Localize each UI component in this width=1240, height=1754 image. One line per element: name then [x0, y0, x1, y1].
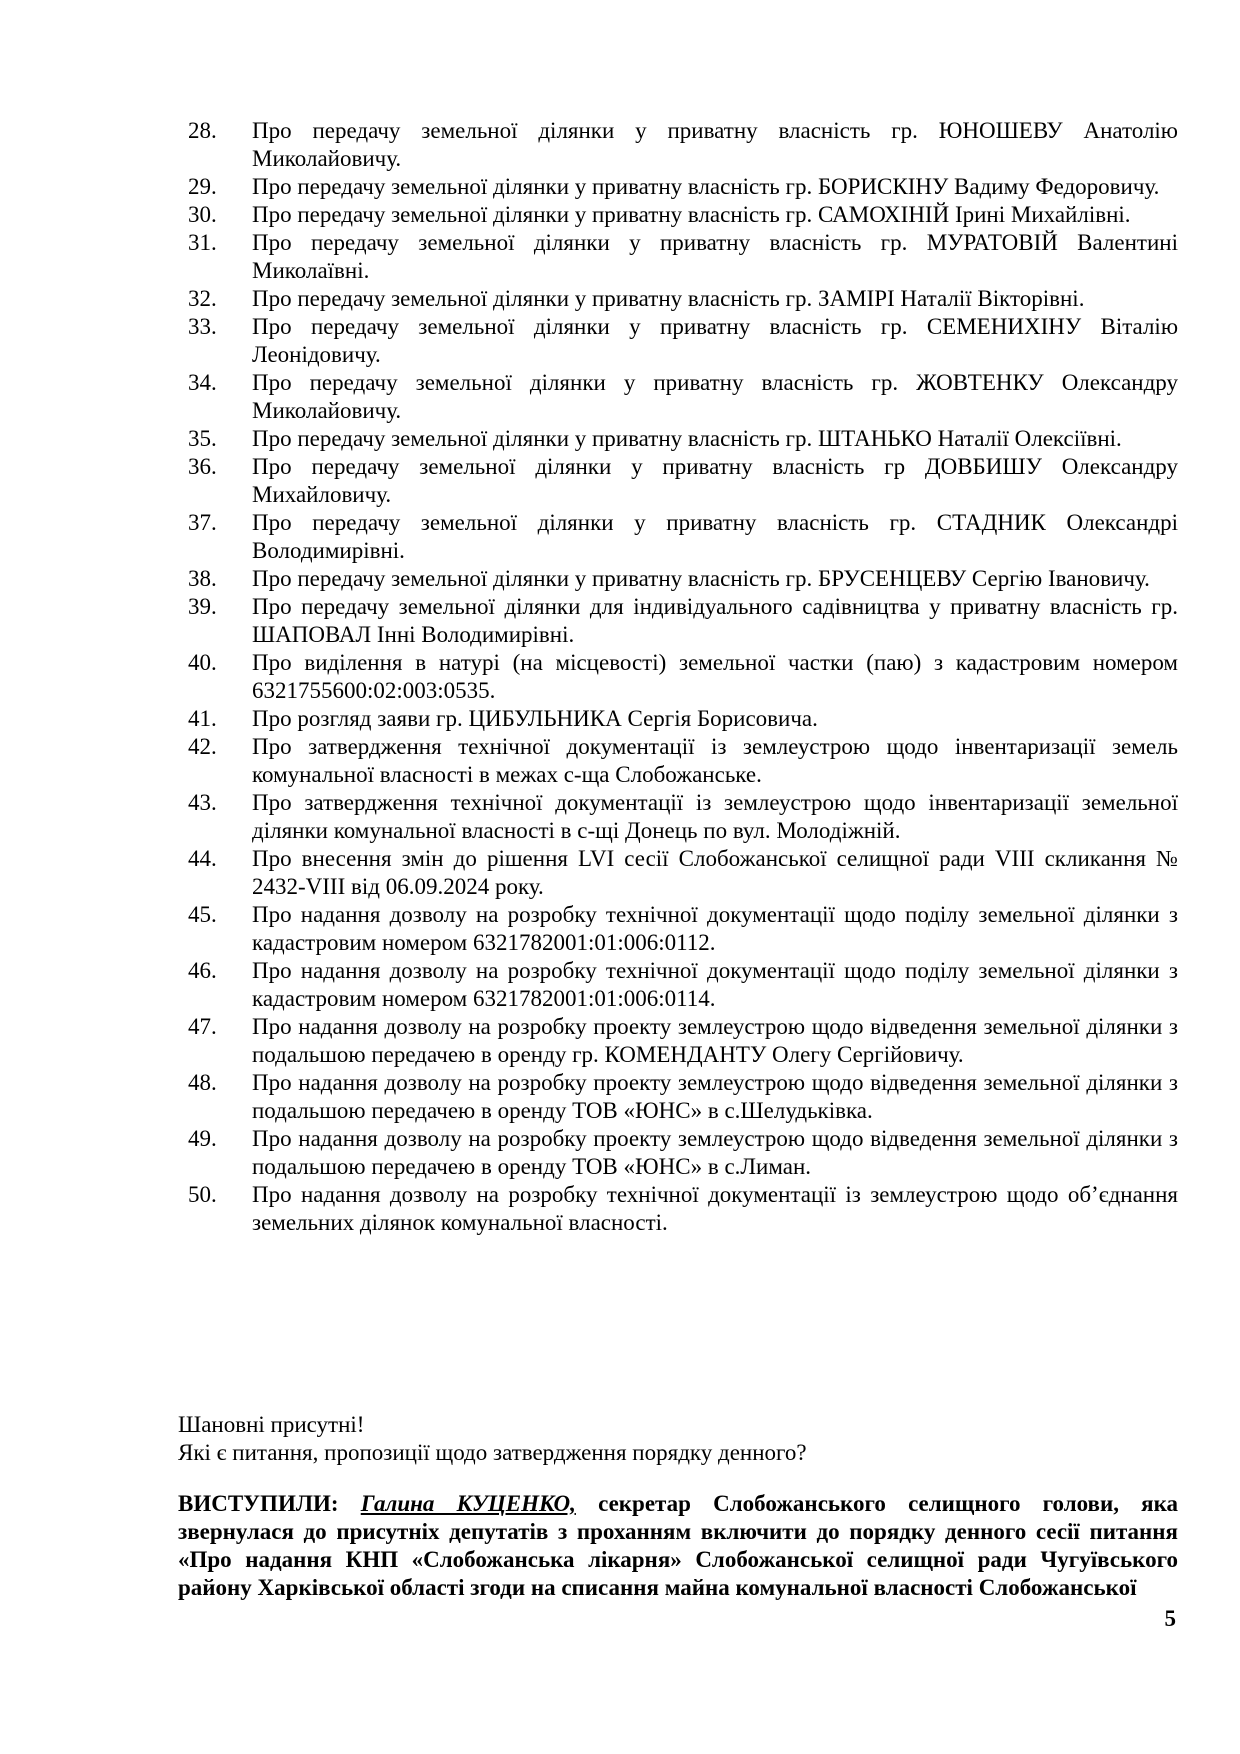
agenda-item [188, 845, 1178, 901]
agenda-item-number: 31. [188, 230, 217, 255]
speech-label: ВИСТУПИЛИ: [178, 1491, 339, 1516]
agenda-item-number: 29. [188, 174, 217, 199]
agenda-item-text: Про передачу земельної ділянки у приватну власність гр. МУРАТОВІЙ Валентині Миколаївні. [252, 230, 1178, 283]
agenda-item [188, 957, 1178, 1013]
agenda-item [188, 201, 1178, 229]
agenda-item-number: 41. [188, 706, 217, 731]
agenda-item [188, 313, 1178, 369]
agenda-item-number: 49. [188, 1126, 217, 1151]
agenda-item [188, 173, 1178, 201]
agenda-item-text: Про передачу земельної ділянки у приватну власність гр. ШТАНЬКО Наталії Олексіївні. [252, 426, 1122, 451]
agenda-item [188, 565, 1178, 593]
agenda-item-text: Про передачу земельної ділянки для індивідуального садівництва у приватну власність гр. ШАПОВАЛ Інні Володимирівні. [252, 594, 1178, 647]
agenda-item-text: Про передачу земельної ділянки у приватну власність гр. ЖОВТЕНКУ Олександру Миколайовичу. [252, 370, 1178, 423]
agenda-item [188, 705, 1178, 733]
agenda-item-number: 32. [188, 286, 217, 311]
agenda-item [188, 285, 1178, 313]
agenda-item-text: Про надання дозволу на розробку проекту землеустрою щодо відведення земельної ділянки з подальшою передачею в оренду ТОВ «ЮНС» в с.Лиман. [252, 1126, 1178, 1179]
agenda-list [188, 117, 1178, 1237]
agenda-item-number: 43. [188, 790, 217, 815]
agenda-item [188, 901, 1178, 957]
agenda-item-text: Про передачу земельної ділянки у приватну власність гр. БОРИСКІНУ Вадиму Федоровичу. [252, 174, 1160, 199]
agenda-item-number: 44. [188, 846, 217, 871]
agenda-item [188, 509, 1178, 565]
agenda-item-number: 48. [188, 1070, 217, 1095]
speaker-name: Галина КУЦЕНКО, [360, 1491, 576, 1516]
agenda-item [188, 649, 1178, 705]
agenda-item-text: Про передачу земельної ділянки у приватну власність гр. ЮНОШЕВУ Анатолію Миколайовичу. [252, 118, 1178, 171]
speech-text: секретар Слобожанського селищного голови, яка звернулася до присутніх депутатів з проханням включити до порядку денного сесії питання «Про надання КНП «Слобожанська лікарня» Слобожанської селищної ради Чугуївського району Харківської області згоди на списання майна комунальної власності Слобожанської [178, 1491, 1179, 1600]
agenda-item-text: Про передачу земельної ділянки у приватну власність гр ДОВБИШУ Олександру Михайловичу. [252, 454, 1178, 507]
agenda-item-text: Про розгляд заяви гр. ЦИБУЛЬНИКА Сергія Борисовича. [252, 706, 818, 731]
agenda-item-text: Про передачу земельної ділянки у приватну власність гр. СТАДНИК Олександрі Володимирівні. [252, 510, 1178, 563]
agenda-item-number: 36. [188, 454, 217, 479]
agenda-item-number: 35. [188, 426, 217, 451]
agenda-item [188, 229, 1178, 285]
agenda-item-text: Про надання дозволу на розробку технічної документації із землеустрою щодо об’єднання земельних ділянок комунальної власності. [252, 1182, 1178, 1235]
agenda-item-number: 30. [188, 202, 217, 227]
agenda-item-text: Про виділення в натурі (на місцевості) земельної частки (паю) з кадастровим номером 6321755600:02:003:0535. [252, 650, 1178, 703]
agenda-item-number: 37. [188, 510, 217, 535]
agenda-item-text: Про надання дозволу на розробку проекту землеустрою щодо відведення земельної ділянки з подальшою передачею в оренду гр. КОМЕНДАНТУ Олегу Сергійовичу. [252, 1014, 1178, 1067]
agenda-item-number: 33. [188, 314, 217, 339]
agenda-item [188, 1125, 1178, 1181]
speech-paragraph [178, 1490, 1178, 1602]
agenda-item [188, 1069, 1178, 1125]
agenda-item [188, 369, 1178, 425]
question-line: Які є питання, пропозиції щодо затвердження порядку денного? [178, 1440, 807, 1465]
agenda-item-text: Про передачу земельної ділянки у приватну власність гр. САМОХІНІЙ Ірині Михайлівні. [252, 202, 1131, 227]
greeting-block [178, 1411, 1178, 1467]
greeting-line: Шановні присутні! [178, 1412, 365, 1437]
agenda-item [188, 117, 1178, 173]
agenda-item [188, 453, 1178, 509]
agenda-item-number: 45. [188, 902, 217, 927]
agenda-item-number: 47. [188, 1014, 217, 1039]
agenda-item-text: Про передачу земельної ділянки у приватну власність гр. БРУСЕНЦЕВУ Сергію Івановичу. [252, 566, 1150, 591]
agenda-item-text: Про передачу земельної ділянки у приватну власність гр. ЗАМІРІ Наталії Вікторівні. [252, 286, 1085, 311]
agenda-item [188, 425, 1178, 453]
agenda-item-number: 46. [188, 958, 217, 983]
agenda-item [188, 1013, 1178, 1069]
agenda-item-number: 28. [188, 118, 217, 143]
agenda-item-text: Про надання дозволу на розробку технічної документації щодо поділу земельної ділянки з кадастровим номером 6321782001:01:006:0114. [252, 958, 1178, 1011]
agenda-item-text: Про затвердження технічної документації із землеустрою щодо інвентаризації земель комунальної власності в межах с-ща Слобожанське. [252, 734, 1178, 787]
agenda-item-number: 50. [188, 1182, 217, 1207]
agenda-item-text: Про надання дозволу на розробку технічної документації щодо поділу земельної ділянки з кадастровим номером 6321782001:01:006:0112. [252, 902, 1178, 955]
agenda-item-text: Про затвердження технічної документації із землеустрою щодо інвентаризації земельної ділянки комунальної власності в с-щі Донець по вул. Молодіжній. [252, 790, 1178, 843]
agenda-item-number: 39. [188, 594, 217, 619]
agenda-item [188, 733, 1178, 789]
agenda-item-text: Про надання дозволу на розробку проекту землеустрою щодо відведення земельної ділянки з подальшою передачею в оренду ТОВ «ЮНС» в с.Шелудьківка. [252, 1070, 1178, 1123]
agenda-item-text: Про внесення змін до рішення LVI сесії Слобожанської селищної ради VIII скликання № 2432-VIII від 06.09.2024 року. [252, 846, 1178, 899]
agenda-item-number: 40. [188, 650, 217, 675]
agenda-item-number: 42. [188, 734, 217, 759]
agenda-item-number: 38. [188, 566, 217, 591]
agenda-item [188, 789, 1178, 845]
agenda-item-text: Про передачу земельної ділянки у приватну власність гр. СЕМЕНИХІНУ Віталію Леонідовичу. [252, 314, 1178, 367]
agenda-item-number: 34. [188, 370, 217, 395]
page-number: 5 [1164, 1606, 1176, 1631]
agenda-item [188, 593, 1178, 649]
agenda-item [188, 1181, 1178, 1237]
